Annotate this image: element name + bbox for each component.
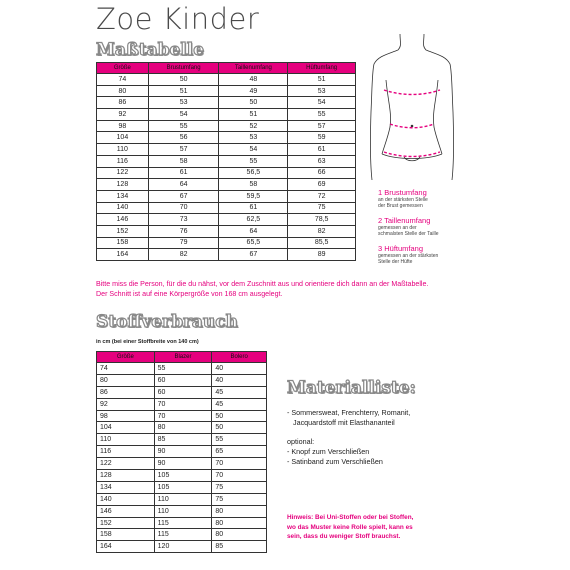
table-cell: 70 <box>212 458 267 470</box>
material-list <box>287 408 487 467</box>
table-row <box>97 363 267 375</box>
table-cell: 67 <box>219 249 288 261</box>
table-cell: 70 <box>154 398 212 410</box>
navel-mark <box>411 125 414 128</box>
table-row <box>97 517 267 529</box>
table-row <box>97 446 267 458</box>
table-cell: 164 <box>97 541 155 553</box>
table-cell: 80 <box>212 529 267 541</box>
table-cell: 146 <box>97 505 155 517</box>
table-row <box>97 120 356 132</box>
table-cell: 158 <box>97 529 155 541</box>
chest-measure-line <box>384 90 440 95</box>
table-cell: 74 <box>97 363 155 375</box>
table-cell: 57 <box>148 144 219 156</box>
table-cell: 58 <box>219 179 288 191</box>
table-row <box>97 249 356 261</box>
table-row <box>97 179 356 191</box>
table-cell: 45 <box>212 398 267 410</box>
table-cell: 115 <box>154 529 212 541</box>
table-row <box>97 386 267 398</box>
table-cell: 51 <box>219 109 288 121</box>
table-cell: 158 <box>97 237 149 249</box>
table-cell: 105 <box>154 470 212 482</box>
legend-title: 2 Taillenumfang <box>378 216 431 225</box>
table-cell: 54 <box>219 144 288 156</box>
material-line: - Sommersweat, Frenchterry, Romanit, <box>287 408 411 417</box>
table-cell: 134 <box>97 481 155 493</box>
table-row <box>97 458 267 470</box>
measure-note-line: Bitte miss die Person, für die du nähst, vor dem Zuschnitt aus und orientiere dich dann an der Maßtabelle. <box>96 280 429 288</box>
table-row <box>97 97 356 109</box>
table-row <box>97 74 356 86</box>
table-row <box>97 374 267 386</box>
fabric-table <box>96 351 267 553</box>
table-row <box>97 410 267 422</box>
table-cell: 64 <box>148 179 219 191</box>
table-row <box>97 85 356 97</box>
fabric-table-header-row <box>97 352 267 363</box>
table-cell: 146 <box>97 214 149 226</box>
table-cell: 66 <box>288 167 356 179</box>
table-cell: 140 <box>97 202 149 214</box>
table-cell: 49 <box>219 85 288 97</box>
table-cell: 104 <box>97 422 155 434</box>
table-cell: 116 <box>97 155 149 167</box>
legend-desc: gemessen an der <box>378 225 417 231</box>
legend-waist <box>378 216 498 237</box>
table-cell: 92 <box>97 398 155 410</box>
table-row <box>97 167 356 179</box>
material-heading: Materialliste: <box>287 378 416 398</box>
legend-title: 3 Hüftumfang <box>378 244 424 253</box>
legend-desc: schmalsten Stelle der Taille <box>378 231 439 237</box>
table-cell: 70 <box>212 470 267 482</box>
table-cell: 110 <box>97 434 155 446</box>
table-cell: 76 <box>148 225 219 237</box>
hint-line: wo das Muster keine Rolle spielt, kann es <box>287 523 413 531</box>
table-cell: 80 <box>154 422 212 434</box>
table-cell: 75 <box>212 481 267 493</box>
table-cell: 52 <box>219 120 288 132</box>
size-table-header: Größe <box>97 63 149 74</box>
table-cell: 45 <box>212 386 267 398</box>
fabric-table-subtitle: in cm (bei einer Stoffbreite von 140 cm) <box>96 339 199 345</box>
table-cell: 59,5 <box>219 190 288 202</box>
table-cell: 134 <box>97 190 149 202</box>
table-cell: 55 <box>154 363 212 375</box>
fabric-table-header: Blazer <box>154 352 212 363</box>
material-line: Jacquardstoff mit Elasthananteil <box>293 418 395 427</box>
table-cell: 85,5 <box>288 237 356 249</box>
table-cell: 98 <box>97 120 149 132</box>
table-cell: 40 <box>212 374 267 386</box>
hint-line: Hinweis: Bei Uni-Stoffen oder bei Stoffen, <box>287 514 414 521</box>
table-row <box>97 132 356 144</box>
table-row <box>97 155 356 167</box>
table-row <box>97 434 267 446</box>
table-cell: 50 <box>219 97 288 109</box>
table-cell: 78,5 <box>288 214 356 226</box>
table-cell: 58 <box>148 155 219 167</box>
legend-hip <box>378 244 498 265</box>
table-cell: 116 <box>97 446 155 458</box>
table-cell: 92 <box>97 109 149 121</box>
table-row <box>97 529 267 541</box>
table-cell: 128 <box>97 470 155 482</box>
size-table-header: Taillenumfang <box>219 63 288 74</box>
table-cell: 64 <box>219 225 288 237</box>
legend-title: 1 Brustumfang <box>378 188 427 197</box>
size-table-header: Hüftumfang <box>288 63 356 74</box>
table-cell: 128 <box>97 179 149 191</box>
table-row <box>97 202 356 214</box>
table-cell: 164 <box>97 249 149 261</box>
size-table-header-row <box>97 63 356 74</box>
table-row <box>97 422 267 434</box>
table-cell: 152 <box>97 225 149 237</box>
table-cell: 79 <box>148 237 219 249</box>
legend-desc: an der stärksten Stelle <box>378 197 428 203</box>
table-cell: 90 <box>154 458 212 470</box>
table-cell: 54 <box>148 109 219 121</box>
table-cell: 73 <box>148 214 219 226</box>
size-table <box>96 62 356 261</box>
table-cell: 54 <box>288 97 356 109</box>
table-cell: 55 <box>148 120 219 132</box>
optional-item: - Satinband zum Verschließen <box>287 457 383 466</box>
table-cell: 70 <box>148 202 219 214</box>
table-cell: 72 <box>288 190 356 202</box>
table-row <box>97 481 267 493</box>
table-cell: 105 <box>154 481 212 493</box>
table-cell: 55 <box>212 434 267 446</box>
table-row <box>97 237 356 249</box>
table-row <box>97 541 267 553</box>
table-cell: 69 <box>288 179 356 191</box>
table-cell: 53 <box>288 85 356 97</box>
table-cell: 104 <box>97 132 149 144</box>
table-cell: 122 <box>97 167 149 179</box>
table-cell: 80 <box>212 505 267 517</box>
legend-desc: Stelle der Hüfte <box>378 259 413 265</box>
table-cell: 50 <box>148 74 219 86</box>
table-cell: 80 <box>97 85 149 97</box>
measure-note <box>96 279 496 299</box>
table-cell: 140 <box>97 493 155 505</box>
legend-chest <box>378 188 498 209</box>
table-cell: 110 <box>154 493 212 505</box>
table-cell: 74 <box>97 74 149 86</box>
table-cell: 50 <box>212 410 267 422</box>
fabric-table-heading: Stoffverbrauch <box>96 312 239 332</box>
table-cell: 86 <box>97 386 155 398</box>
table-cell: 50 <box>212 422 267 434</box>
body-figure <box>362 32 462 182</box>
table-cell: 61 <box>288 144 356 156</box>
table-cell: 89 <box>288 249 356 261</box>
table-row <box>97 144 356 156</box>
optional-item: - Knopf zum Verschließen <box>287 447 370 456</box>
table-cell: 53 <box>148 97 219 109</box>
table-cell: 67 <box>148 190 219 202</box>
table-row <box>97 493 267 505</box>
table-cell: 60 <box>154 386 212 398</box>
table-cell: 53 <box>219 132 288 144</box>
table-cell: 40 <box>212 363 267 375</box>
table-cell: 70 <box>154 410 212 422</box>
table-cell: 152 <box>97 517 155 529</box>
table-cell: 85 <box>154 434 212 446</box>
table-cell: 80 <box>212 517 267 529</box>
table-cell: 60 <box>154 374 212 386</box>
table-cell: 86 <box>97 97 149 109</box>
table-cell: 59 <box>288 132 356 144</box>
legend-desc: der Brust gemessen <box>378 203 423 209</box>
table-cell: 120 <box>154 541 212 553</box>
table-cell: 80 <box>97 374 155 386</box>
table-cell: 61 <box>148 167 219 179</box>
table-cell: 85 <box>212 541 267 553</box>
table-cell: 110 <box>97 144 149 156</box>
table-cell: 65 <box>212 446 267 458</box>
table-cell: 82 <box>148 249 219 261</box>
fabric-table-header: Bolero <box>212 352 267 363</box>
body-outline <box>370 34 453 180</box>
table-cell: 55 <box>219 155 288 167</box>
table-cell: 75 <box>212 493 267 505</box>
measure-note-line: Der Schnitt ist auf eine Körpergröße von 168 cm ausgelegt. <box>96 290 283 298</box>
fabric-hint <box>287 513 477 542</box>
fabric-table-header: Größe <box>97 352 155 363</box>
table-row <box>97 225 356 237</box>
table-cell: 82 <box>288 225 356 237</box>
size-table-header: Brustumfang <box>148 63 219 74</box>
table-cell: 51 <box>288 74 356 86</box>
table-cell: 48 <box>219 74 288 86</box>
measure-lines <box>384 90 440 157</box>
table-cell: 63 <box>288 155 356 167</box>
table-cell: 65,5 <box>219 237 288 249</box>
table-row <box>97 109 356 121</box>
table-cell: 90 <box>154 446 212 458</box>
table-cell: 57 <box>288 120 356 132</box>
table-row <box>97 398 267 410</box>
table-row <box>97 505 267 517</box>
table-cell: 55 <box>288 109 356 121</box>
table-row <box>97 214 356 226</box>
table-cell: 122 <box>97 458 155 470</box>
table-cell: 51 <box>148 85 219 97</box>
table-cell: 98 <box>97 410 155 422</box>
table-cell: 61 <box>219 202 288 214</box>
page-title: Zoe Kinder <box>96 2 260 36</box>
optional-label: optional: <box>287 437 315 446</box>
table-row <box>97 470 267 482</box>
hip-measure-line <box>384 152 440 157</box>
table-cell: 62,5 <box>219 214 288 226</box>
table-cell: 75 <box>288 202 356 214</box>
table-cell: 110 <box>154 505 212 517</box>
legend-desc: gemessen an der stärksten <box>378 253 439 259</box>
table-row <box>97 190 356 202</box>
table-cell: 115 <box>154 517 212 529</box>
table-cell: 56 <box>148 132 219 144</box>
hint-line: sein, dass du weniger Stoff brauchst. <box>287 533 401 540</box>
table-cell: 56,5 <box>219 167 288 179</box>
size-table-heading: Maßtabelle <box>96 40 205 60</box>
